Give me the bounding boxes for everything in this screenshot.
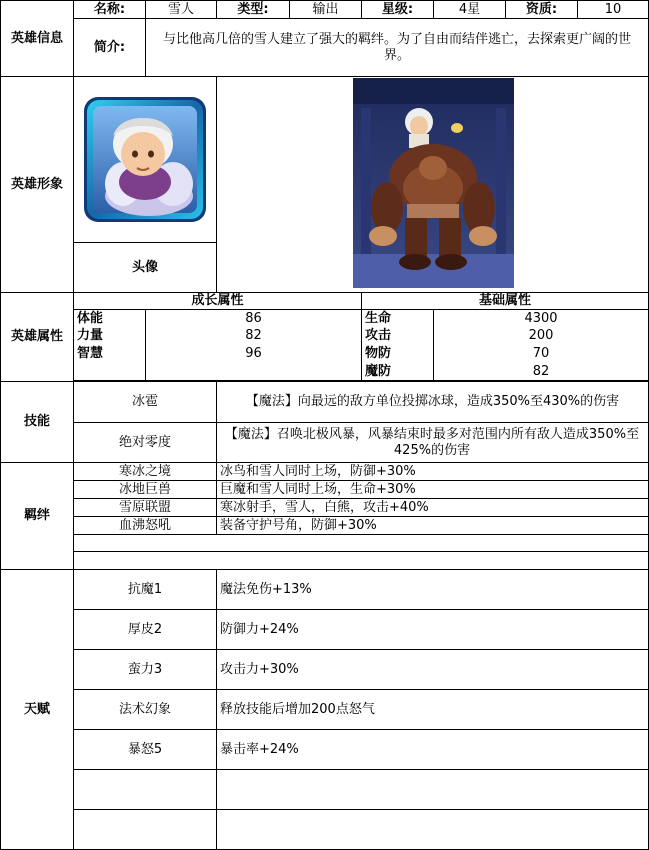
- name-value: 雪人: [167, 1, 194, 17]
- talent-desc: 攻击力+30%: [220, 661, 299, 677]
- type-label: 类型:: [237, 1, 269, 17]
- talent-desc: 防御力+24%: [220, 621, 299, 637]
- base-attr-label: 攻击: [365, 328, 392, 343]
- base-attr-label: 生命: [365, 310, 392, 326]
- quality-value: 10: [604, 1, 622, 17]
- hero-avatar: [83, 96, 207, 223]
- base-attr-value: 82: [532, 363, 550, 379]
- base-attr-value: 4300: [524, 310, 558, 326]
- section-label-hero-info: 英雄信息: [10, 30, 63, 46]
- skill-desc: 【魔法】召唤北极风暴，风暴结束时最多对范围内所有敌人造成350%至425%的伤害: [224, 426, 640, 458]
- base-attr-value: 70: [532, 346, 550, 361]
- bond-name: 寒冰之境: [118, 463, 171, 479]
- growth-attr-label: 智慧: [77, 346, 104, 361]
- section-label-bonds: 羁绊: [23, 508, 50, 523]
- base-attributes-header: 基础属性: [478, 293, 531, 308]
- section-label-hero-image: 英雄形象: [10, 176, 63, 192]
- section-label-skills: 技能: [23, 414, 50, 429]
- base-attr-label: 魔防: [365, 363, 392, 379]
- talent-name: 抗魔1: [127, 581, 163, 597]
- talent-name: 法术幻象: [118, 701, 171, 717]
- hero-portrait: [353, 78, 514, 288]
- growth-attr-value: 86: [245, 310, 262, 326]
- intro-label: 简介:: [93, 39, 126, 55]
- name-label: 名称:: [93, 1, 126, 17]
- quality-label: 资质:: [525, 1, 558, 17]
- base-attr-value: 200: [528, 328, 554, 343]
- avatar-caption: 头像: [131, 259, 158, 275]
- bond-desc: 装备守护号角，防御+30%: [220, 517, 377, 533]
- talent-name: 厚皮2: [127, 621, 163, 637]
- section-label-hero-attributes: 英雄属性: [10, 329, 63, 344]
- type-value: 输出: [312, 1, 339, 17]
- talent-desc: 魔法免伤+13%: [220, 581, 312, 597]
- intro-text: 与比他高几倍的雪人建立了强大的羁绊。为了自由而结伴逃亡，去探索更广阔的世界。: [162, 31, 631, 63]
- star-value: 4星: [458, 1, 481, 17]
- bond-name: 冰地巨兽: [118, 481, 171, 497]
- bond-desc: 冰鸟和雪人同时上场，防御+30%: [220, 463, 416, 479]
- growth-attr-value: 96: [245, 346, 262, 361]
- talent-desc: 释放技能后增加200点怒气: [220, 701, 375, 717]
- bond-desc: 巨魔和雪人同时上场，生命+30%: [220, 481, 416, 497]
- talent-name: 蛮力3: [127, 661, 163, 677]
- skill-name: 冰雹: [131, 394, 158, 409]
- talent-desc: 暴击率+24%: [220, 741, 299, 757]
- skill-name: 绝对零度: [118, 434, 171, 450]
- bond-desc: 寒冰射手，雪人，白熊，攻击+40%: [220, 499, 429, 515]
- skill-desc: 【魔法】向最远的敌方单位投掷冰球，造成350%至430%的伤害: [245, 394, 620, 409]
- growth-attr-label: 力量: [77, 328, 104, 343]
- growth-attributes-header: 成长属性: [191, 293, 244, 308]
- bond-name: 血沸怒吼: [118, 517, 171, 533]
- bond-name: 雪原联盟: [118, 499, 171, 515]
- base-attr-label: 物防: [365, 346, 392, 361]
- section-label-talents: 天赋: [23, 701, 50, 717]
- growth-attr-value: 82: [245, 328, 262, 343]
- star-label: 星级:: [381, 1, 414, 17]
- growth-attr-label: 体能: [77, 310, 104, 326]
- talent-name: 暴怒5: [127, 741, 163, 757]
